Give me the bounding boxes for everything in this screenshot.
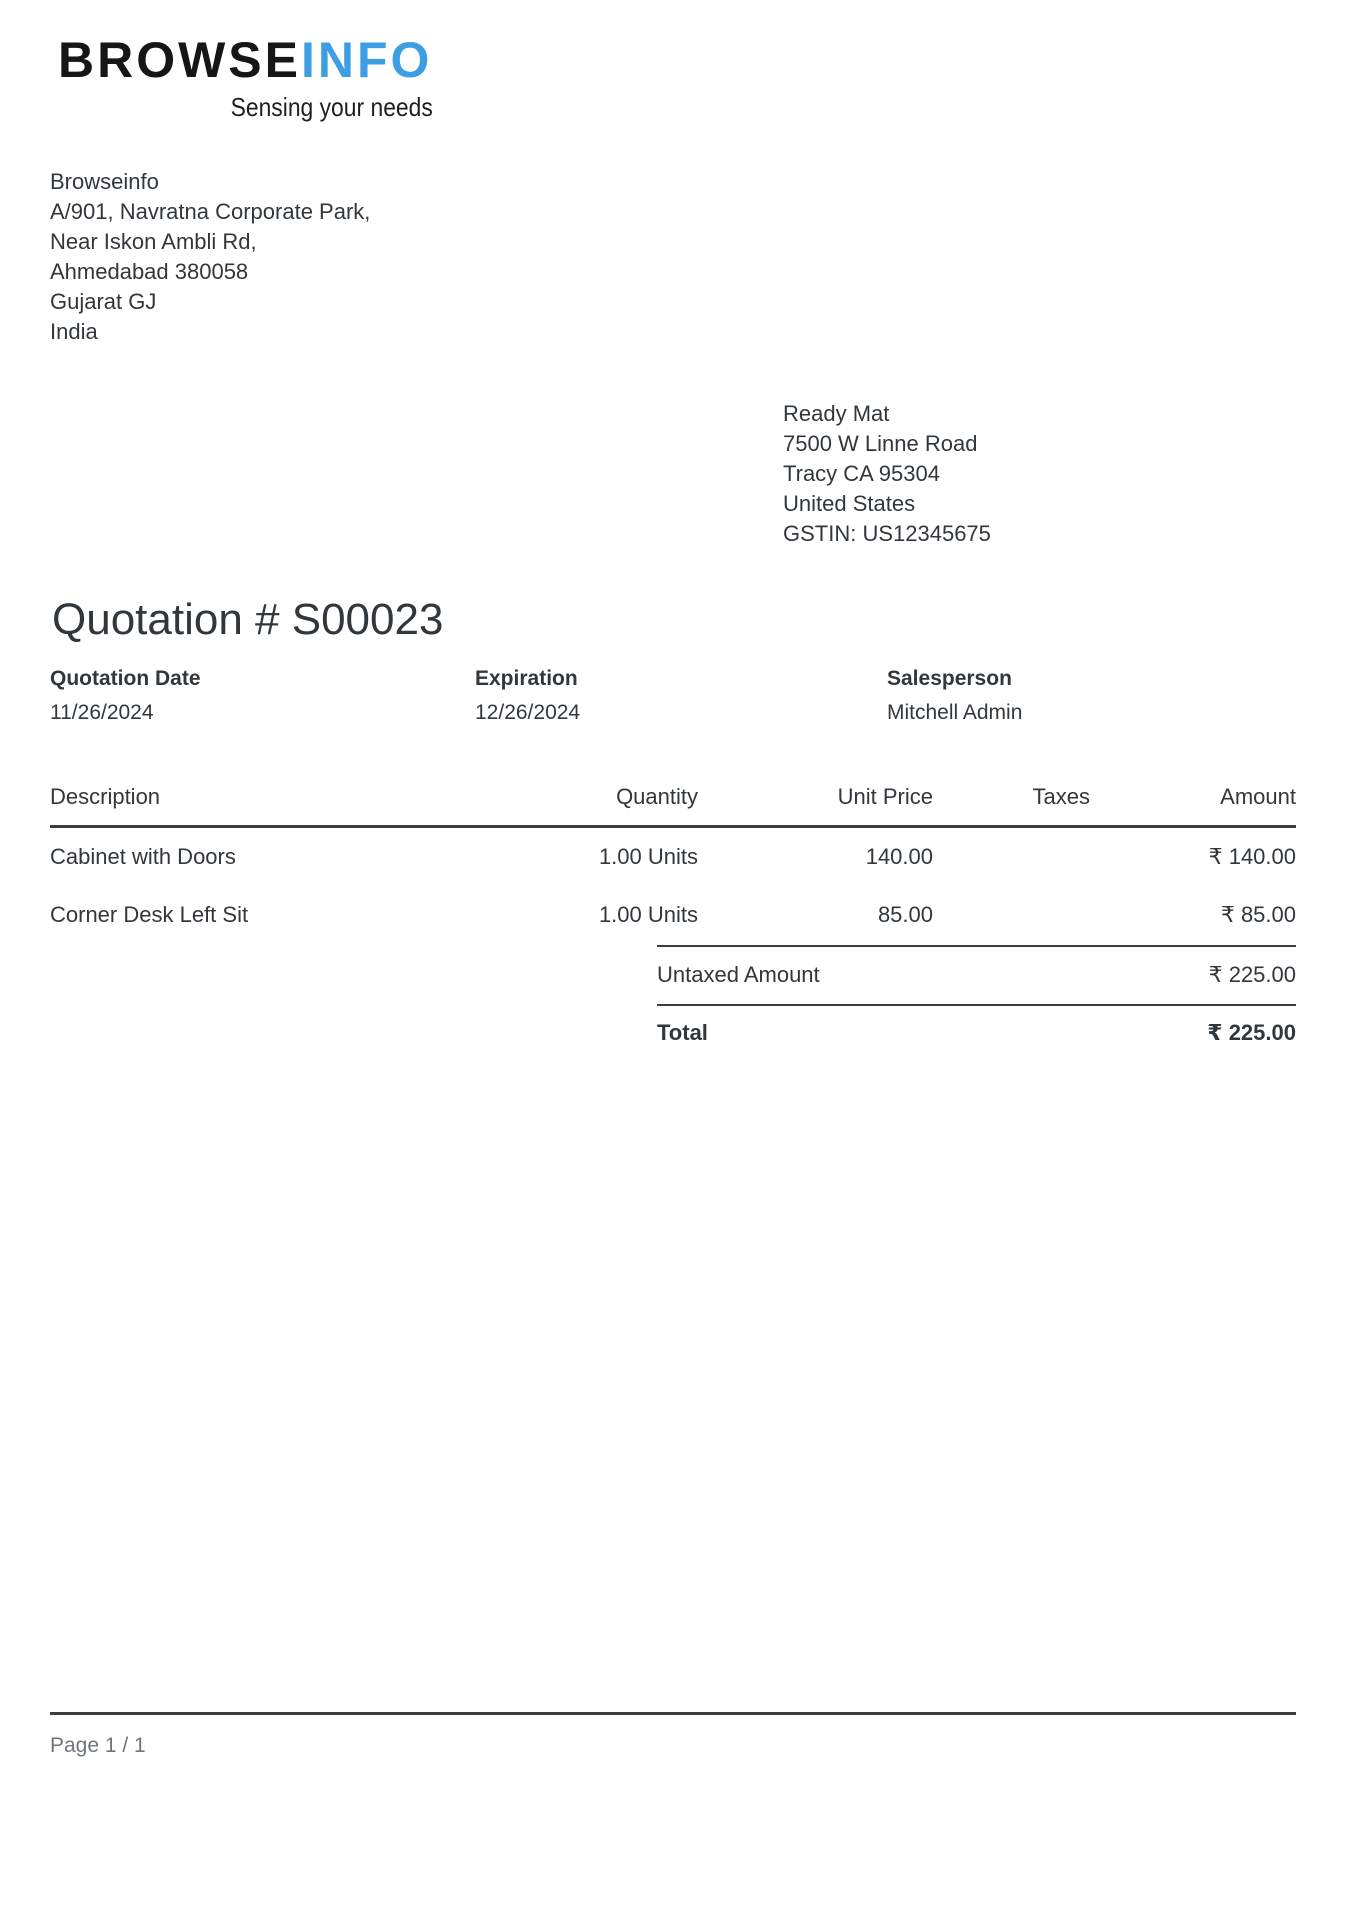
untaxed-amount-value: ₹ 225.00 xyxy=(1208,962,1296,987)
header-unit-price: Unit Price xyxy=(698,770,933,827)
table-row xyxy=(50,827,1296,886)
customer-gstin: GSTIN: US12345675 xyxy=(783,521,991,546)
company-address-line: A/901, Navratna Corporate Park, xyxy=(50,199,371,224)
customer-address-line: 7500 W Linne Road xyxy=(783,431,978,456)
logo-tagline: Sensing your needs xyxy=(230,92,433,122)
company-name: Browseinfo xyxy=(50,169,159,194)
quotation-info-row xyxy=(50,664,1296,728)
cell-taxes xyxy=(933,886,1090,945)
untaxed-amount-label: Untaxed Amount xyxy=(657,962,820,987)
customer-address-line: United States xyxy=(783,491,916,516)
cell-amount: ₹ 140.00 xyxy=(1208,843,1296,869)
customer-name: Ready Mat xyxy=(783,401,890,426)
logo-black-part: BROWSE xyxy=(58,32,301,88)
untaxed-amount-row xyxy=(657,947,1296,1004)
total-label: Total xyxy=(657,1020,708,1045)
footer-divider xyxy=(50,1712,1296,1715)
header-quantity: Quantity xyxy=(530,770,698,827)
company-address-block xyxy=(50,167,370,347)
totals-block xyxy=(657,945,1296,1061)
salesperson-label: Salesperson xyxy=(887,667,1012,690)
header-amount: Amount xyxy=(1090,770,1296,827)
page-number: Page 1 / 1 xyxy=(50,1734,146,1757)
order-lines-section xyxy=(50,770,1296,1061)
header-taxes: Taxes xyxy=(933,770,1090,827)
info-salesperson xyxy=(887,664,1296,728)
table-row xyxy=(50,886,1296,945)
customer-address-line: Tracy CA 95304 xyxy=(783,461,940,486)
company-logo-wordmark xyxy=(58,32,432,88)
order-lines-table xyxy=(50,770,1296,945)
quotation-date-label: Quotation Date xyxy=(50,667,201,690)
logo-blue-part: INFO xyxy=(301,32,433,88)
total-value: ₹ 225.00 xyxy=(1207,1020,1296,1045)
company-logo xyxy=(58,32,432,122)
cell-taxes xyxy=(933,827,1090,886)
quotation-title: Quotation # S00023 xyxy=(52,595,444,644)
info-quotation-date xyxy=(50,664,475,728)
company-address-line: Gujarat GJ xyxy=(50,289,157,314)
header-description: Description xyxy=(50,770,530,827)
total-row xyxy=(657,1004,1296,1061)
company-address-line: India xyxy=(50,319,98,344)
cell-description: Cabinet with Doors xyxy=(50,843,236,869)
company-address-line: Near Iskon Ambli Rd, xyxy=(50,229,257,254)
company-address-line: Ahmedabad 380058 xyxy=(50,259,249,284)
cell-quantity: 1.00 Units xyxy=(598,902,698,927)
customer-address-block xyxy=(783,399,991,549)
cell-quantity: 1.00 Units xyxy=(598,843,698,869)
salesperson-value: Mitchell Admin xyxy=(887,701,1023,724)
expiration-label: Expiration xyxy=(475,667,578,690)
cell-description: Corner Desk Left Sit xyxy=(50,902,249,927)
quotation-date-value: 11/26/2024 xyxy=(50,701,154,724)
cell-unit-price: 85.00 xyxy=(877,902,933,927)
cell-amount: ₹ 85.00 xyxy=(1220,902,1296,927)
info-expiration xyxy=(475,664,887,728)
table-header-row xyxy=(50,770,1296,827)
cell-unit-price: 140.00 xyxy=(865,843,933,869)
expiration-value: 12/26/2024 xyxy=(475,701,581,724)
